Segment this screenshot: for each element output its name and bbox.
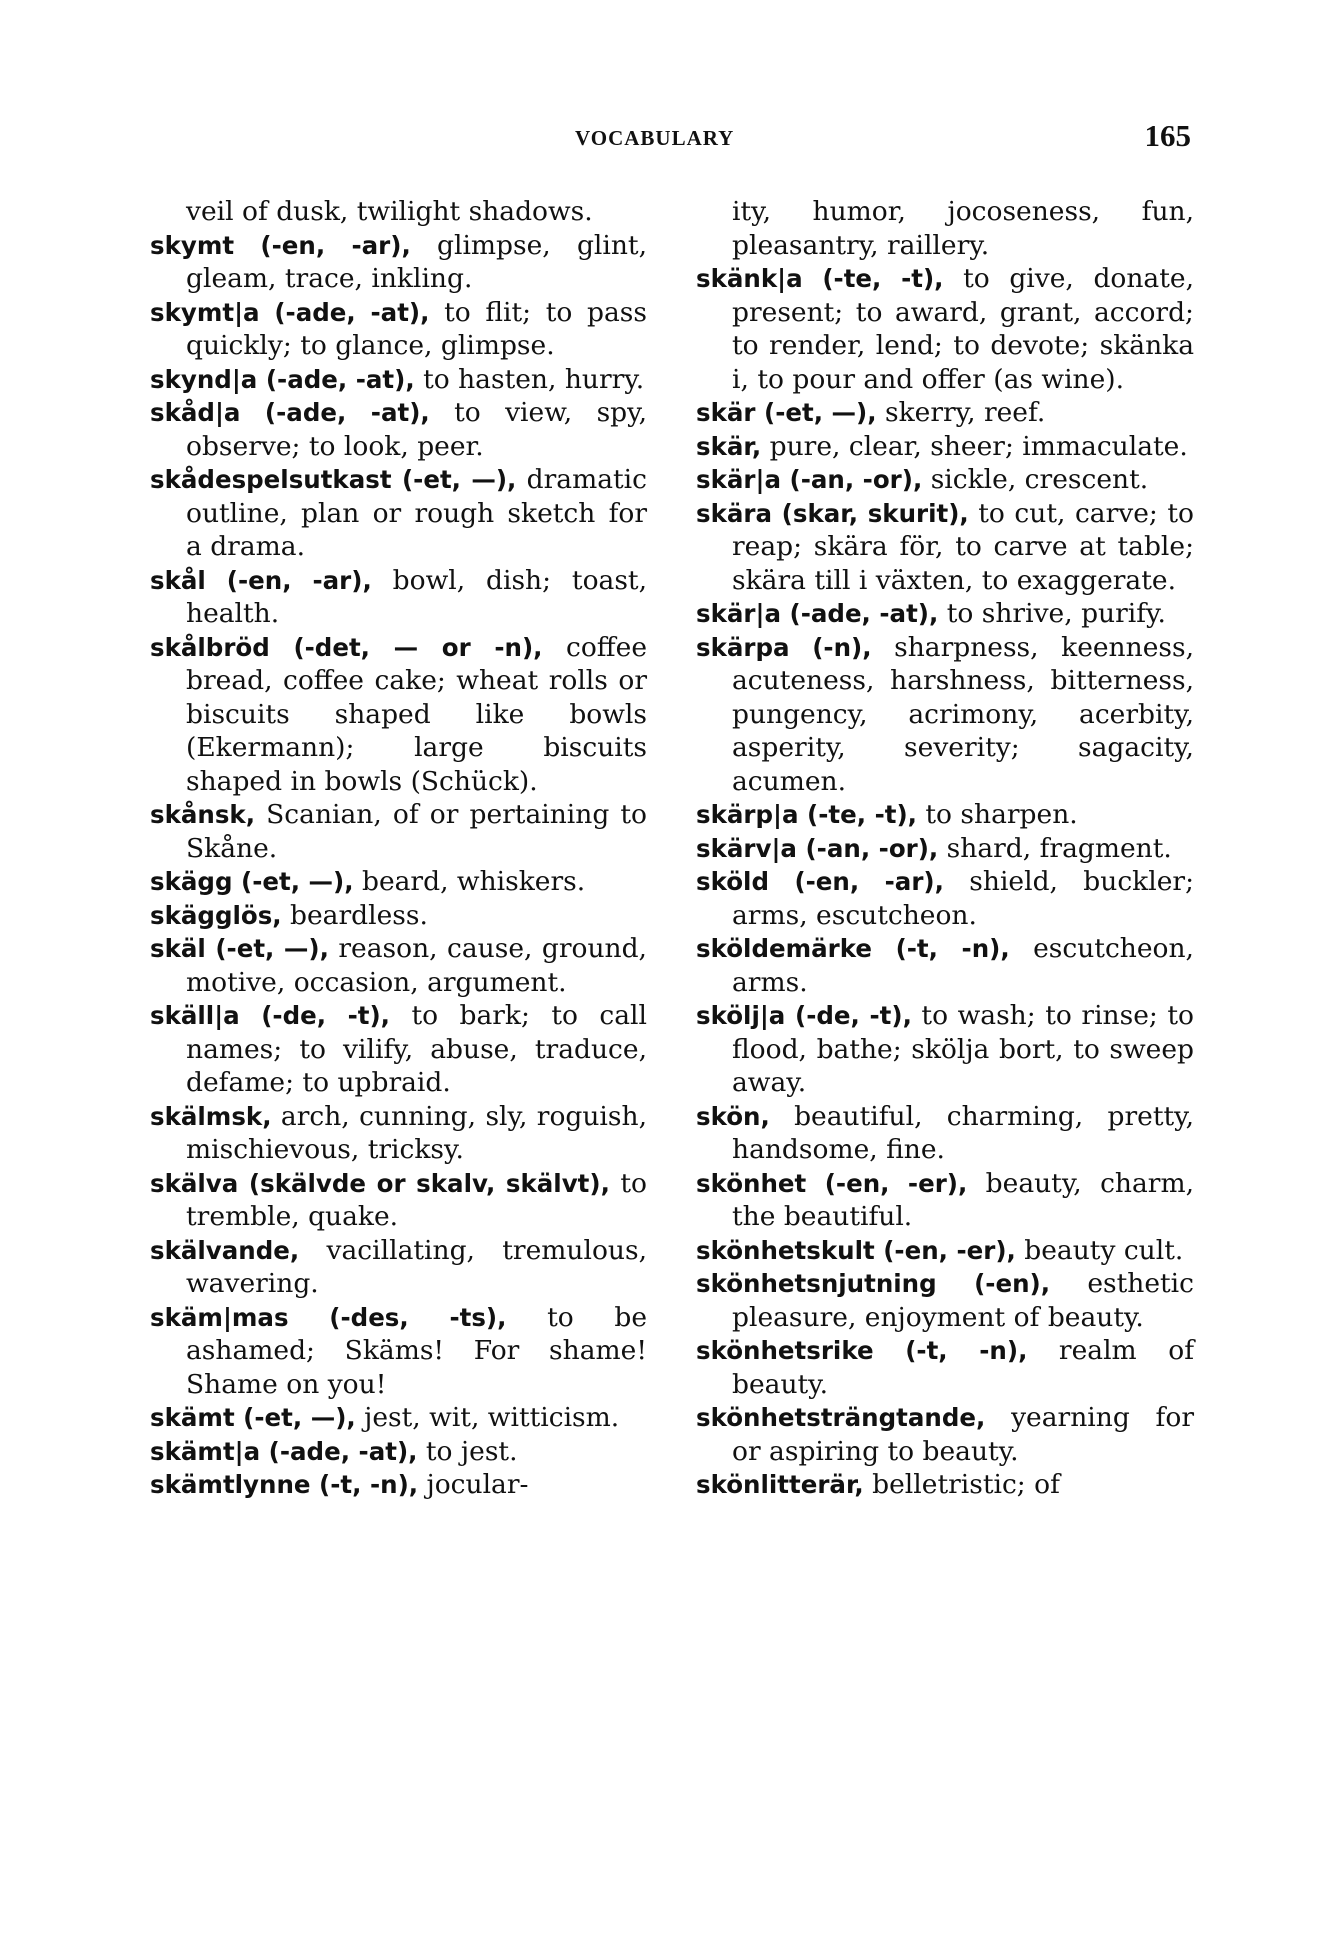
entry-definition: jest, wit, witticism. (355, 1402, 620, 1433)
vocabulary-entry (696, 597, 1194, 631)
entry-headword: skämt (-et, —), (150, 1403, 356, 1432)
entry-headword: skönhetsträngtande, (696, 1403, 986, 1432)
entry-definition: to give, donate, present; to award, grant, accord; to render, lend; to devote; skänka i, to pour and offer (as wine). (732, 263, 1194, 395)
entry-headword: skärv|a (-an, -or), (696, 833, 939, 863)
entry-headword: skäll|a (-de, -t), (150, 1001, 390, 1030)
vocabulary-entry (150, 1167, 647, 1234)
entry-definition: to hasten, hurry. (414, 363, 645, 395)
entry-definition: shield, buckler; arms, escutcheon. (732, 866, 1194, 931)
entry-headword: skönlitterär, (696, 1470, 864, 1499)
vocabulary-entry (150, 932, 647, 999)
entry-definition: ity, humor, jocoseness, fun, pleasantry, raillery. (732, 196, 1194, 261)
entry-definition: beardless. (281, 899, 428, 931)
entry-definition: beauty cult. (1015, 1234, 1184, 1266)
vocabulary-entry (150, 463, 647, 564)
vocabulary-entry (696, 832, 1194, 866)
entry-definition: to flit; to pass quickly; to glance, glimpse. (186, 296, 647, 361)
entry-definition: bowl, dish; toast, health. (186, 564, 647, 629)
entry-headword: skåd|a (-ade, -at), (150, 398, 430, 427)
entry-definition: to view, spy, observe; to look, peer. (186, 397, 648, 462)
vocabulary-entry (696, 430, 1194, 464)
page-number: 165 (1144, 118, 1191, 153)
entry-definition: sickle, crescent. (922, 464, 1149, 495)
entry-headword: skådespelsutkast (-et, —), (150, 465, 517, 494)
entry-definition: pure, clear, sheer; immaculate. (761, 430, 1188, 462)
entry-definition: yearning for or aspiring to beauty. (732, 1402, 1194, 1467)
vocabulary-entry (696, 932, 1194, 999)
entry-headword: skönhetsnjutning (-en), (696, 1269, 1051, 1298)
entry-definition: to tremble, quake. (186, 1167, 647, 1232)
entry-definition: arch, cunning, sly, roguish, mischievous, tricksy. (186, 1100, 647, 1165)
entry-headword: skänk|a (-te, -t), (696, 264, 944, 293)
entry-headword: skämt|a (-ade, -at), (150, 1436, 418, 1466)
entry-headword: skägg (-et, —), (150, 867, 354, 896)
vocabulary-entry (696, 1167, 1194, 1234)
entry-definition: reason, cause, ground, motive, occasion, argument. (186, 933, 647, 998)
vocabulary-entry (696, 798, 1194, 832)
right-column (696, 195, 1194, 1502)
entry-headword: skymt (-en, -ar), (150, 230, 411, 260)
vocabulary-entry (696, 999, 1194, 1100)
vocabulary-entry (150, 1401, 647, 1435)
entry-headword: skämtlynne (-t, -n), (150, 1470, 419, 1499)
vocabulary-entry (696, 463, 1194, 497)
vocabulary-entry (696, 1100, 1194, 1167)
vocabulary-entry (150, 631, 647, 799)
entry-definition: esthetic pleasure, enjoyment of beauty. (732, 1268, 1194, 1333)
entry-headword: skäm|mas (-des, -ts), (150, 1302, 507, 1332)
vocabulary-entry (696, 1468, 1194, 1502)
vocabulary-entry (150, 1234, 647, 1301)
vocabulary-entry (150, 1100, 647, 1167)
entry-definition: dramatic outline, plan or rough sketch for a drama. (186, 464, 647, 562)
entry-definition: escutcheon, arms. (732, 933, 1194, 998)
entry-headword: skärpa (-n), (696, 632, 872, 662)
vocabulary-entry (150, 564, 647, 631)
vocabulary-entry (696, 497, 1194, 598)
entry-headword: skålbröd (-det, — or -n), (150, 632, 543, 662)
entry-headword: skånsk, (150, 800, 256, 829)
entry-definition: vacillating, tremulous, wavering. (186, 1234, 647, 1299)
vocabulary-entry (150, 798, 647, 865)
running-head: VOCABULARY (575, 126, 735, 150)
entry-headword: skymt|a (-ade, -at), (150, 297, 430, 327)
entry-headword: skönhetsrike (-t, -n), (696, 1336, 1028, 1365)
vocabulary-entry (150, 396, 647, 463)
entry-definition: to wash; to rinse; to flood, bathe; skölja bort, to sweep away. (732, 1000, 1194, 1098)
entry-headword: skön, (696, 1101, 770, 1131)
entry-definition: shard, fragment. (938, 832, 1172, 864)
entry-definition: to sharpen. (916, 799, 1078, 830)
entry-headword: skär|a (-ade, -at), (696, 599, 939, 628)
entry-definition: belletristic; of (863, 1469, 1060, 1500)
vocabulary-entry (150, 296, 647, 363)
entry-headword: skärp|a (-te, -t), (696, 800, 917, 829)
entry-definition: veil of dusk, twilight shadows. (186, 196, 593, 227)
entry-definition: Scanian, of or pertaining to Skåne. (186, 799, 647, 864)
entry-definition: to bark; to call names; to vilify, abuse, traduce, defame; to upbraid. (186, 1000, 647, 1098)
entry-headword: skälva (skälvde or skalv, skälvt), (150, 1168, 610, 1198)
entry-definition: to jest. (417, 1435, 518, 1467)
entry-headword: skägglös, (150, 900, 282, 930)
vocabulary-entry (150, 999, 647, 1100)
entry-headword: skära (skar, skurit), (696, 498, 969, 528)
vocabulary-entry (150, 1468, 647, 1502)
entry-definition: jocular- (418, 1469, 529, 1500)
vocabulary-entry (150, 363, 647, 397)
vocabulary-entry (696, 396, 1194, 430)
entry-definition: coffee bread, coffee cake; wheat rolls or biscuits shaped like bowls (Ekermann); large biscuits shaped in bowls (Schück). (186, 631, 647, 797)
entry-headword: skär (-et, —), (696, 398, 877, 427)
entry-definition: to be ashamed; Skäms! For shame! Shame on you! (186, 1301, 647, 1400)
entry-headword: skönhet (-en, -er), (696, 1168, 968, 1198)
entry-definition: skerry, reef. (876, 397, 1046, 428)
entry-headword: skär, (696, 431, 762, 461)
entry-definition: beard, whiskers. (353, 866, 586, 897)
vocabulary-entry (150, 229, 647, 296)
entry-definition: realm of beauty. (732, 1335, 1194, 1400)
entry-headword: skäl (-et, —), (150, 934, 329, 963)
entry-definition: glimpse, glint, gleam, trace, inkling. (186, 229, 647, 294)
vocabulary-entry (696, 1234, 1194, 1268)
entry-definition: sharpness, keenness, acuteness, harshness, bitterness, pungency, acrimony, acerbity, asperity, severity; sagacity, acumen. (732, 631, 1194, 797)
entry-headword: sköldemärke (-t, -n), (696, 934, 1010, 963)
entry-headword: skynd|a (-ade, -at), (150, 364, 415, 394)
vocabulary-entry (150, 1301, 647, 1402)
entry-headword: skönhetskult (-en, -er), (696, 1235, 1016, 1265)
vocabulary-entry (150, 865, 647, 899)
vocabulary-entry (150, 1435, 647, 1469)
vocabulary-entry (696, 631, 1194, 799)
vocabulary-entry (696, 865, 1194, 932)
vocabulary-entry (696, 195, 1194, 262)
vocabulary-entry (696, 1401, 1194, 1468)
left-column (150, 195, 647, 1502)
vocabulary-entry (696, 1267, 1194, 1334)
entry-headword: skölj|a (-de, -t), (696, 1001, 912, 1030)
vocabulary-entry (696, 262, 1194, 396)
entry-definition: beautiful, charming, pretty, handsome, fine. (732, 1100, 1194, 1165)
vocabulary-entry (150, 899, 647, 933)
entry-headword: skälvande, (150, 1235, 300, 1265)
entry-definition: beauty, charm, the beautiful. (732, 1167, 1194, 1232)
entry-headword: sköld (-en, -ar), (696, 867, 944, 896)
vocabulary-entry (696, 1334, 1194, 1401)
entry-headword: skälmsk, (150, 1101, 272, 1131)
entry-headword: skär|a (-an, -or), (696, 465, 923, 494)
entry-headword: skål (-en, -ar), (150, 565, 372, 595)
entry-definition: to cut, carve; to reap; skära för, to carve at table; skära till i växten, to exaggerate. (732, 497, 1194, 596)
vocabulary-entry (150, 195, 647, 229)
entry-definition: to shrive, purify. (938, 598, 1166, 629)
